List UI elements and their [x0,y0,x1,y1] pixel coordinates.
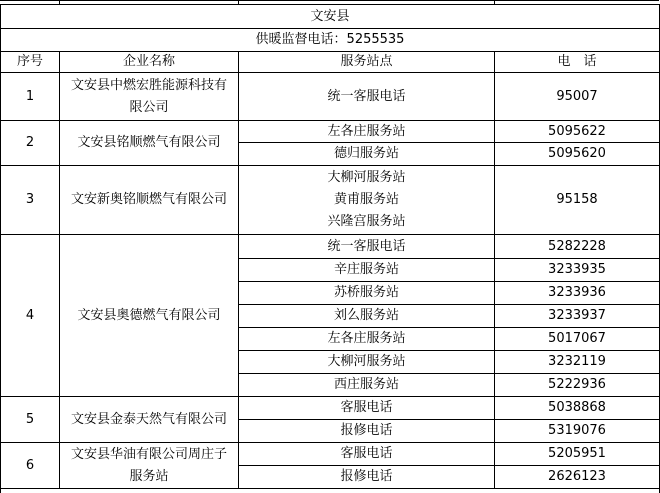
group-index: 2 [25,135,35,150]
company-name: 文安县铭顺燃气有限公司 [77,135,221,150]
group-index: 3 [25,192,35,207]
station-name: 大柳河服务站 [327,354,406,369]
phone-number: 5095622 [548,123,606,139]
phone-number: 5319076 [548,423,606,438]
company-name: 文安县中燃宏胜能源科技有限公司 [70,77,227,115]
station-name: 西庄服务站 [333,377,399,392]
station-name: 客服电话 [340,446,393,461]
station-name: 苏桥服务站 [333,285,399,300]
header-phone: 电 话 [557,54,597,69]
station-name: 辛庄服务站 [333,262,399,277]
phone-number: 5038868 [548,400,606,415]
phone-number: 5205951 [548,446,606,461]
station-name: 德归服务站 [333,146,399,161]
phone-number: 5017067 [548,331,606,346]
phone-number: 2626123 [548,469,606,484]
phone-number: 5095620 [548,146,606,161]
phone-number: 3233936 [548,285,606,300]
phone-number: 95158 [556,192,598,207]
station-name: 报修电话 [340,423,393,438]
station-name: 报修电话 [340,469,393,484]
phone-number: 5282228 [548,238,606,254]
supervision-hotline: 供暖监督电话：5255535 [255,32,405,47]
station-name: 左各庄服务站 [327,123,406,139]
phone-number: 3232119 [548,354,606,369]
station-name: 刘么服务站 [333,308,399,323]
header-index: 序号 [16,54,43,69]
company-name: 文安新奥铭顺燃气有限公司 [70,192,227,207]
group-index: 1 [25,88,35,104]
company-name: 文安县华油有限公司周庄子服务站 [70,446,227,484]
group-index: 6 [25,457,35,473]
phone-number: 5222936 [548,377,606,392]
station-name: 客服电话 [340,400,393,415]
station-name: 统一客服电话 [327,88,406,104]
company-name: 文安县金泰天然气有限公司 [70,411,227,427]
header-station: 服务站点 [340,54,393,69]
table-title: 文安县 [310,8,350,24]
company-name: 文安县奥德燃气有限公司 [77,307,221,323]
phone-number: 95007 [556,88,598,104]
station-name: 统一客服电话 [327,238,406,254]
phone-number: 3233937 [548,308,606,323]
station-name: 左各庄服务站 [327,331,406,346]
group-index: 4 [25,307,35,323]
header-company: 企业名称 [122,54,175,69]
station-name: 大柳河服务站 黄甫服务站 兴隆宫服务站 [327,170,406,229]
phone-number: 3233935 [548,262,606,277]
group-index: 5 [25,411,35,427]
